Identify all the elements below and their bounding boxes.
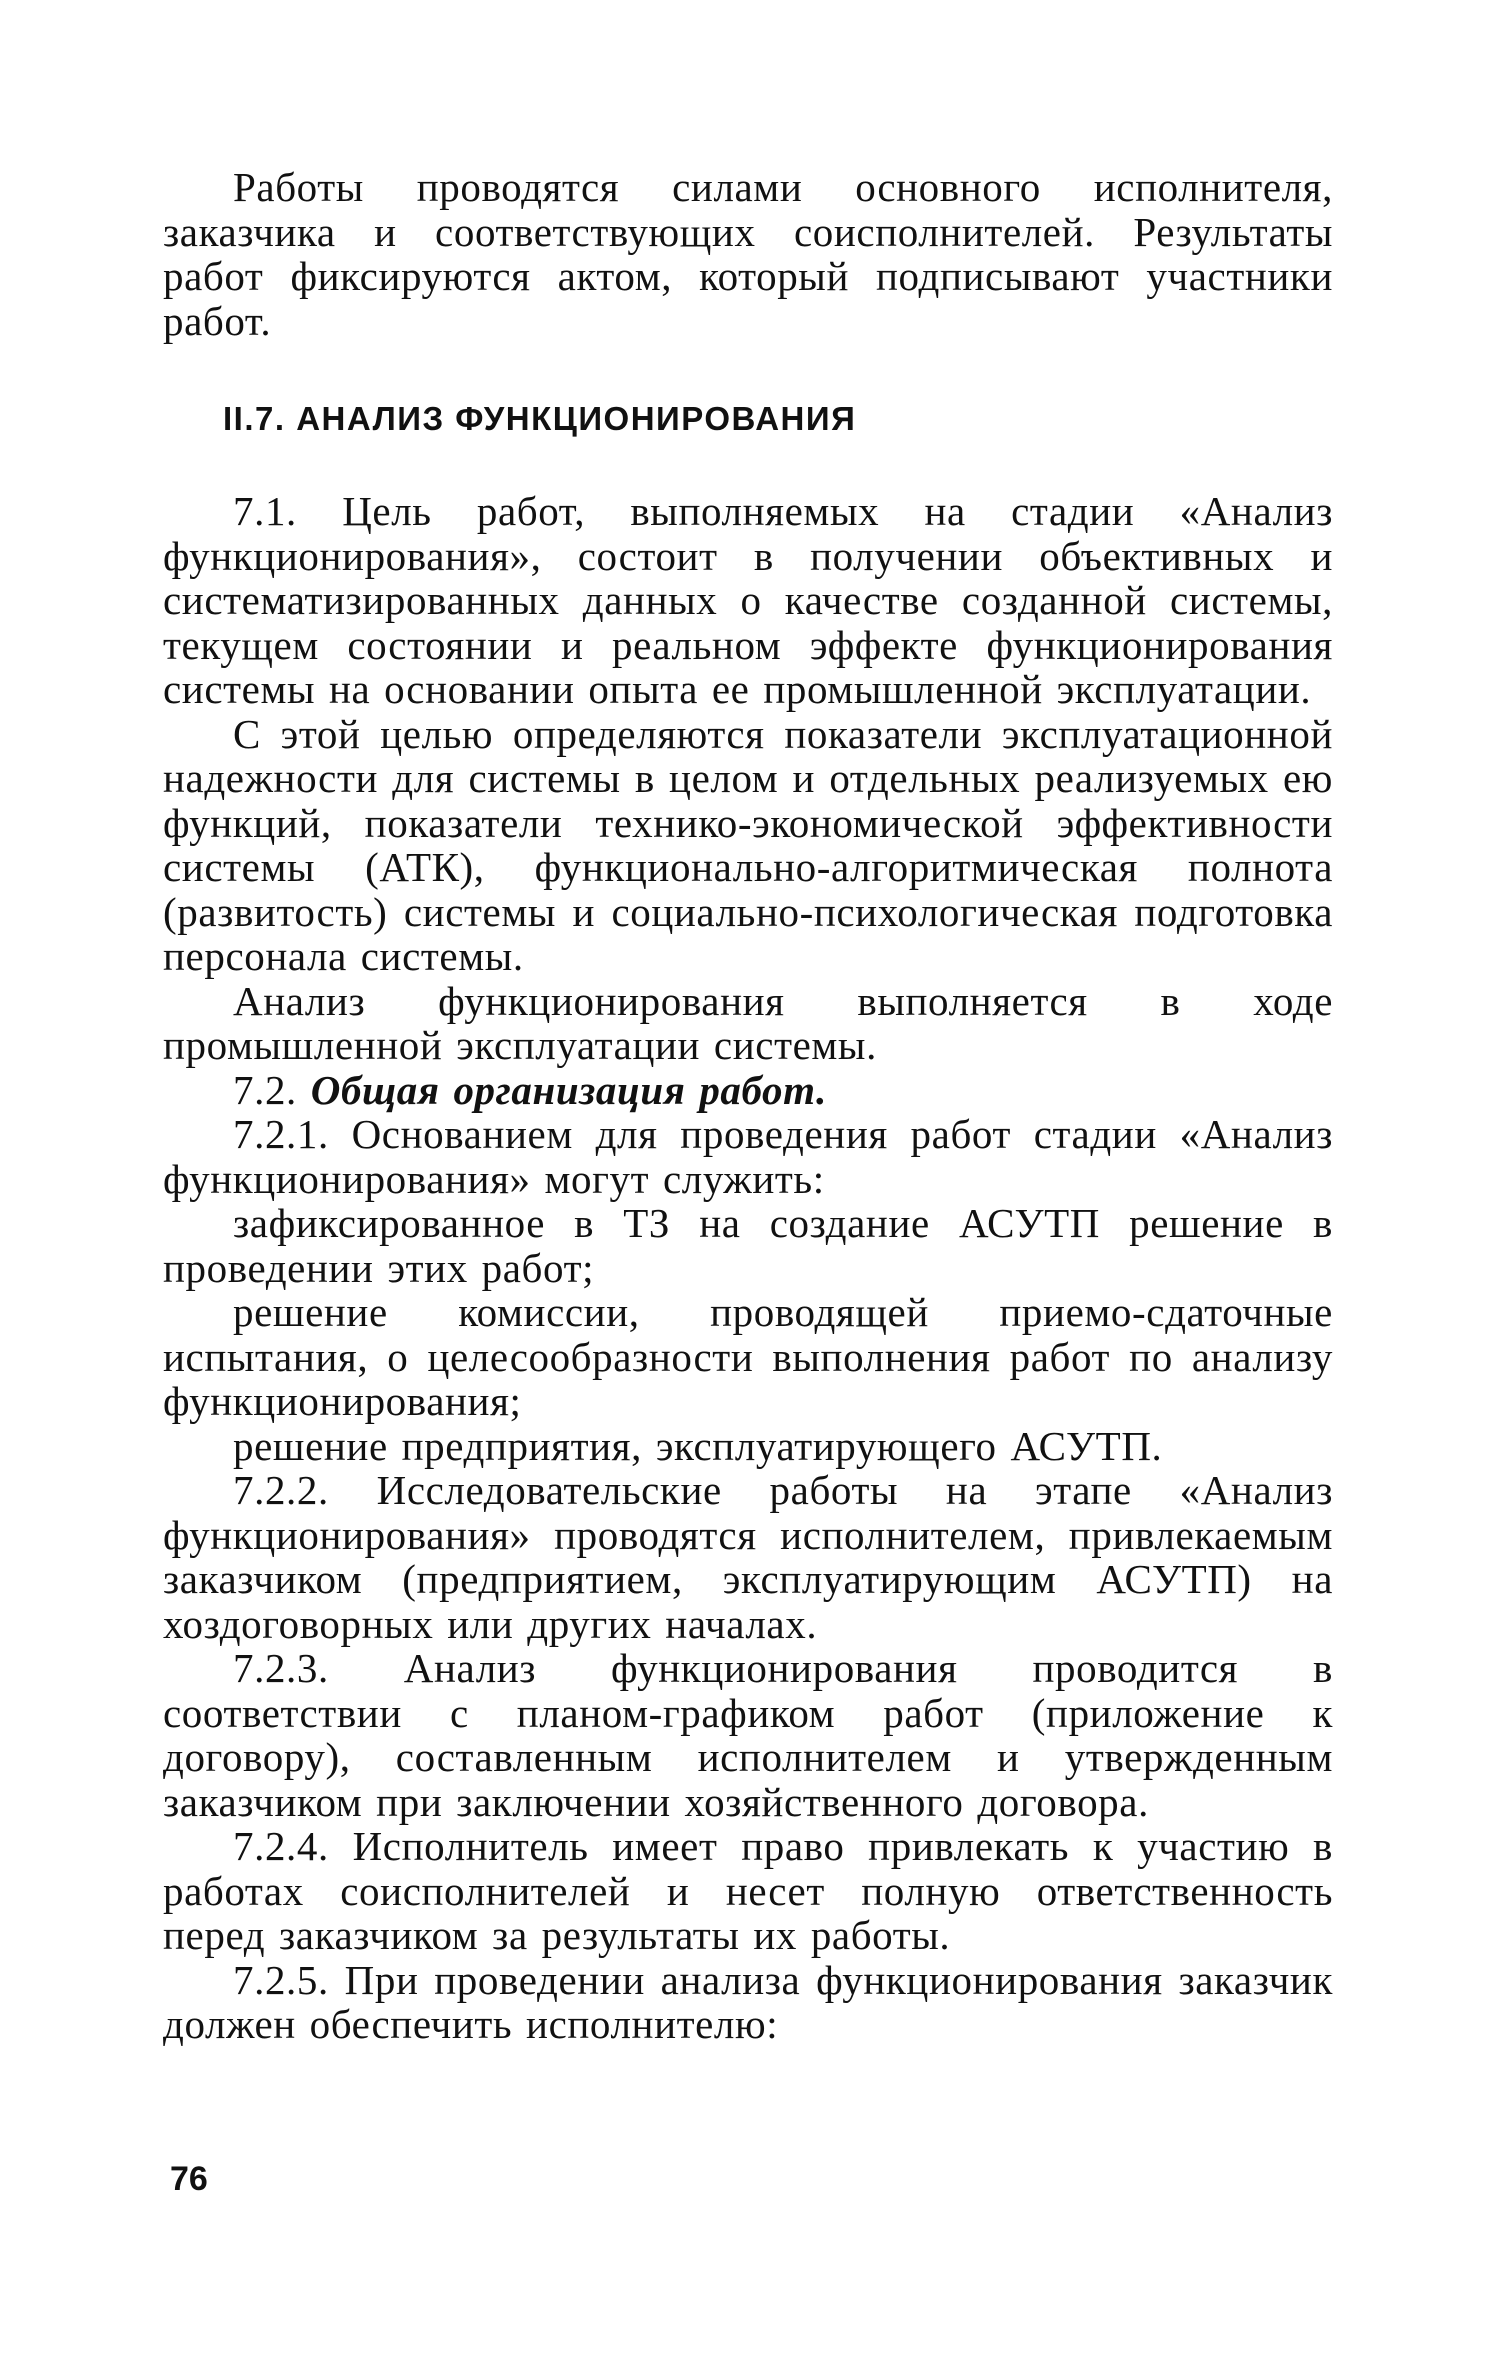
paragraph-7-2-2: 7.2.2. Исследовательские работы на этапе «Анализ функционирования» проводятся исполнителем, привлекаемым заказчиком (предприятием, эксплуатирующим АСУТП) на хоздоговорных или других началах. [163, 1467, 1333, 1647]
subsection-number: 7.2. [233, 1066, 297, 1113]
paragraph-7-2-3: 7.2.3. Анализ функционирования проводится в соответствии с планом-графиком работ (приложение к договору), составленным исполнителем и утвержденным заказчиком при заключении хозяйственного договора. [163, 1645, 1333, 1825]
paragraph-7-1: 7.1. Цель работ, выполняемых на стадии «Анализ функционирования», состоит в получении объективных и систематизированных данных о качестве созданной системы, текущем состоянии и реальном эффекте функционирования системы на основании опыта ее промышленной эксплуатации. [163, 488, 1333, 712]
paragraph-7-2-4: 7.2.4. Исполнитель имеет право привлекать к участию в работах соисполнителей и несет полную ответственность перед заказчиком за результаты их работы. [163, 1823, 1333, 1958]
list-item-basis-3: решение предприятия, эксплуатирующего АСУТП. [233, 1422, 1163, 1469]
list-item-basis-1: зафиксированное в ТЗ на создание АСУТП решение в проведении этих работ; [163, 1200, 1333, 1291]
paragraph-intro: Работы проводятся силами основного исполнителя, заказчика и соответствующих соисполнителей. Результаты работ фиксируются актом, который подписывают участники работ. [163, 164, 1333, 344]
paragraph-7-2-1: 7.2.1. Основанием для проведения работ стадии «Анализ функционирования» могут служить: [163, 1111, 1333, 1202]
paragraph-analysis: Анализ функционирования выполняется в ходе промышленной эксплуатации системы. [163, 977, 1333, 1068]
page-number: 76 [170, 2160, 208, 2198]
list-item-basis-2: решение комиссии, проводящей приемо-сдаточные испытания, о целесообразности выполнения работ по анализу функционирования; [163, 1289, 1333, 1424]
paragraph-purpose: С этой целью определяются показатели эксплуатационной надежности для системы в целом и отдельных реализуемых ею функций, показатели технико-экономической эффективности системы (АТК), функционально-алгоритмическая полнота (развитость) системы и социально-психологическая подготовка персонала системы. [163, 710, 1333, 979]
subsection-title: Общая организация работ. [310, 1066, 827, 1113]
paragraph-7-2 [163, 1068, 1333, 1113]
page-content [163, 165, 1333, 2047]
section-heading: II.7. АНАЛИЗ ФУНКЦИОНИРОВАНИЯ [223, 400, 857, 437]
paragraph-7-2-5: 7.2.5. При проведении анализа функционирования заказчик должен обеспечить исполнителю: [163, 1956, 1333, 2047]
